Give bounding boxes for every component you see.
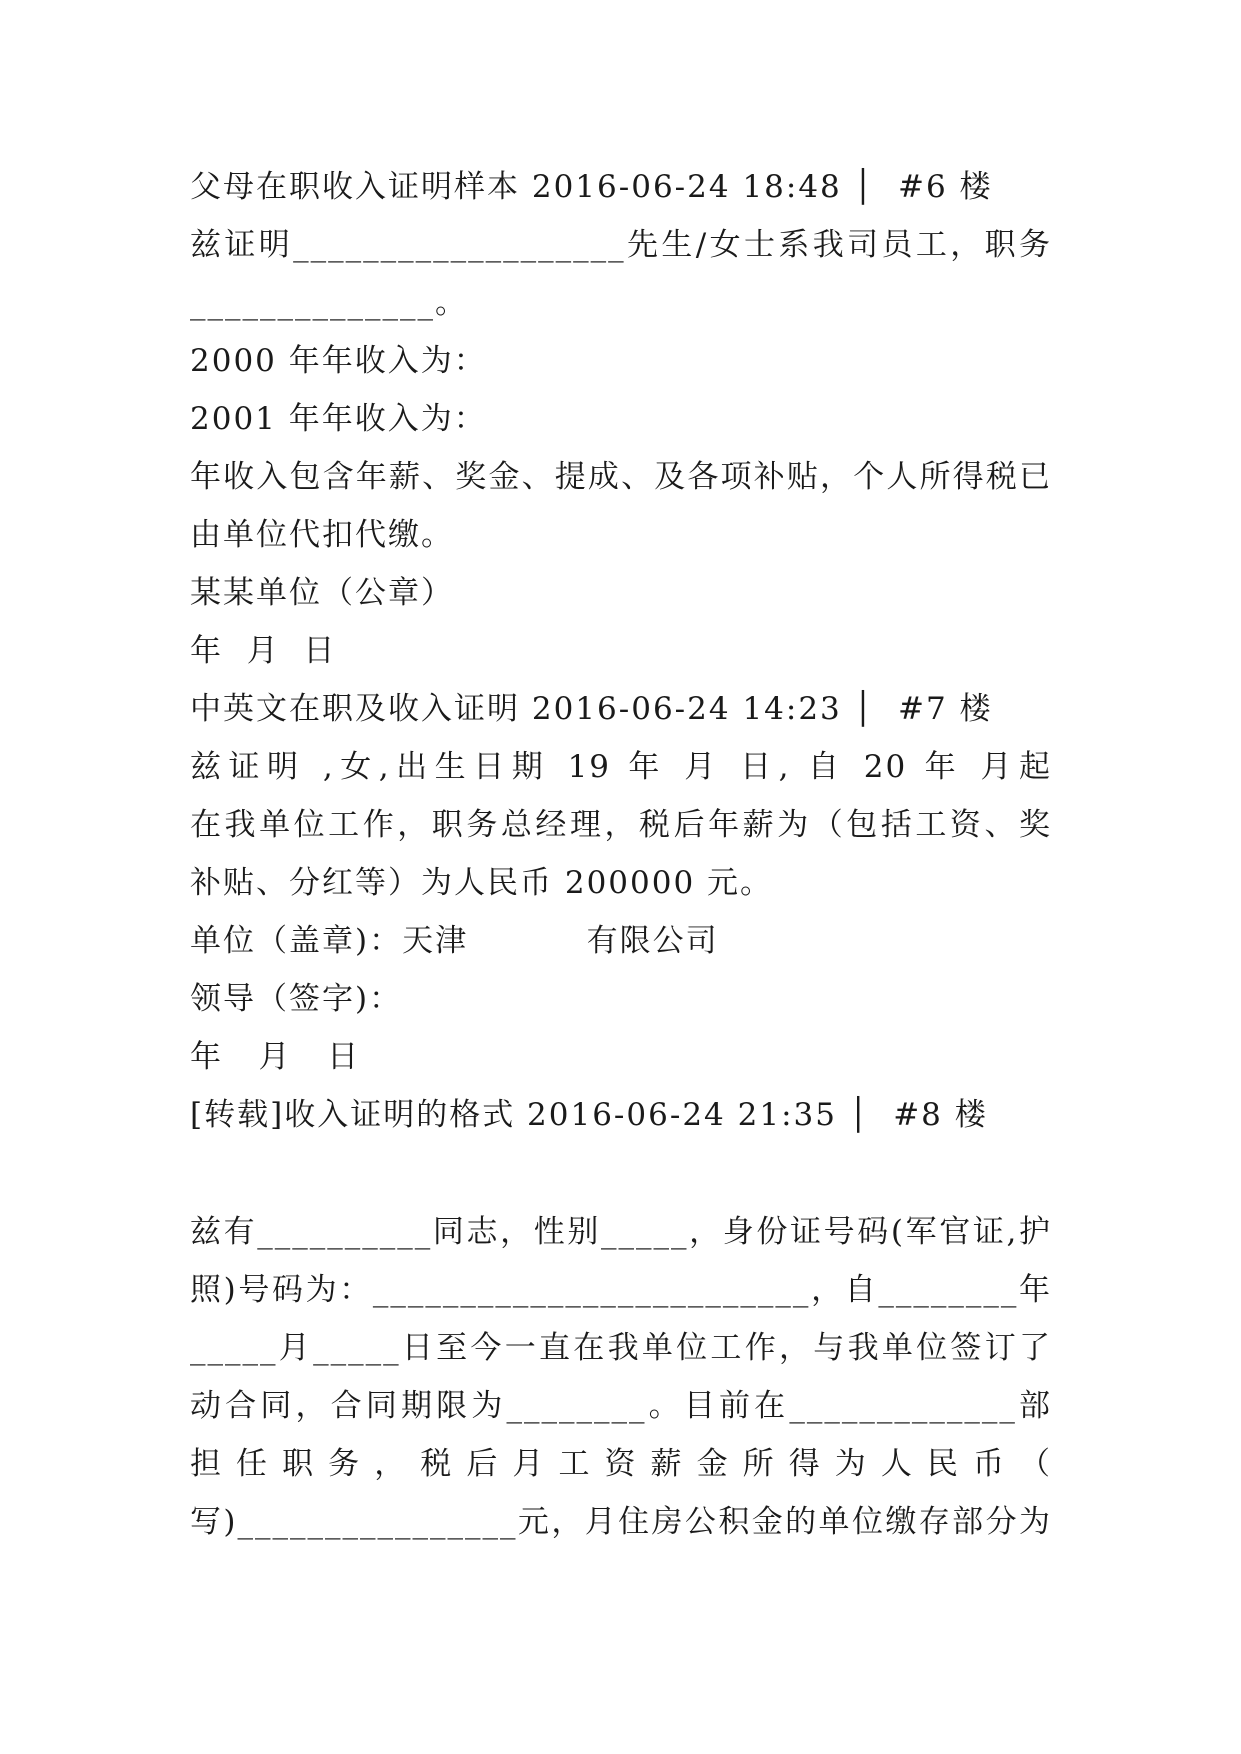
date-line: 年 月 日 <box>190 1039 361 1075</box>
paragraph-line: 补贴、分红等）为人民币 200000 元。 <box>190 865 774 901</box>
document-page <box>190 158 1052 1551</box>
post-title-8: [转载]收入证明的格式 2016-06-24 21:35 │ #8 楼 <box>190 1097 988 1133</box>
paragraph-line: 兹证明___________________先生/女士系我司员工，职务 <box>190 227 1052 263</box>
paragraph-line: 在我单位工作，职务总经理，税后年薪为（包括工资、奖 <box>190 807 1052 843</box>
income-2000-line: 2000 年年收入为： <box>190 343 487 379</box>
paragraph-line: 担 任 职 务 ， 税 后 月 工 资 薪 金 所 得 为 人 民 币 （ <box>190 1446 1052 1482</box>
seal-line: 某某单位（公章） <box>190 575 454 611</box>
paragraph-line: _____月_____日至今一直在我单位工作，与我单位签订了 <box>190 1330 1052 1366</box>
paragraph-line: 照)号码为：_________________________，自________年 <box>190 1272 1052 1308</box>
paragraph-line: 年收入包含年薪、奖金、提成、及各项补贴，个人所得税已 <box>190 459 1052 495</box>
paragraph-line: ______________。 <box>190 285 468 321</box>
paragraph-line: 兹证明 ,女,出生日期 19 年 月 日, 自 20 年 月起 <box>190 749 1052 785</box>
paragraph-line: 写)________________元，月住房公积金的单位缴存部分为 <box>190 1504 1052 1540</box>
paragraph-line: 动合同，合同期限为________。目前在_____________部 <box>190 1388 1052 1424</box>
paragraph-line: 兹有__________同志，性别_____，身份证号码(军官证,护 <box>190 1214 1052 1250</box>
post-title-7: 中英文在职及收入证明 2016-06-24 14:23 │ #7 楼 <box>190 691 993 727</box>
signature-line: 领导（签字)： <box>190 981 403 1017</box>
post-title-6: 父母在职收入证明样本 2016-06-24 18:48 │ #6 楼 <box>190 169 993 205</box>
income-2001-line: 2001 年年收入为： <box>190 401 487 437</box>
seal-line: 单位（盖章)：天津 有限公司 <box>190 923 719 959</box>
date-line: 年 月 日 <box>190 633 337 669</box>
paragraph-line: 由单位代扣代缴。 <box>190 517 454 553</box>
